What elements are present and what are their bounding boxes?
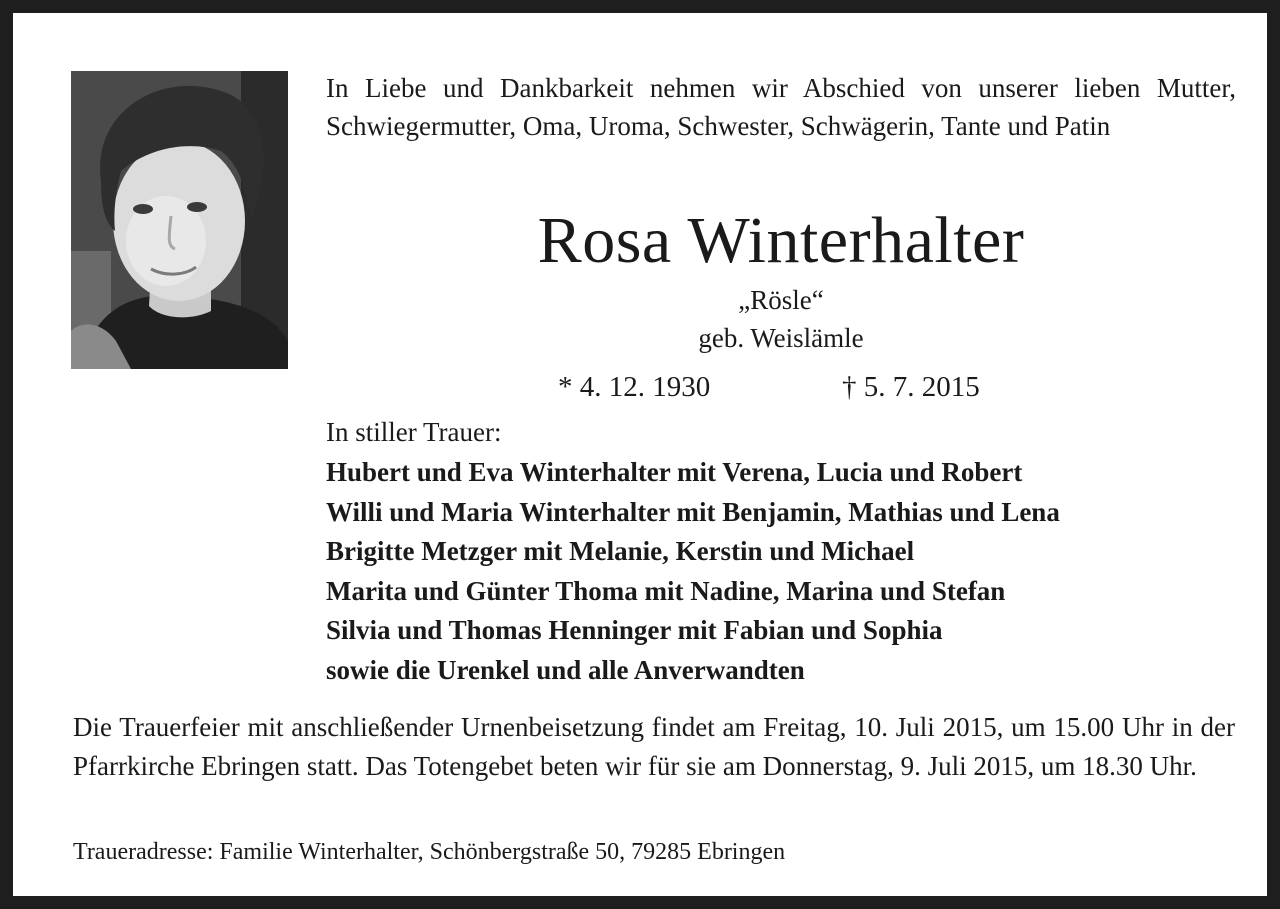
life-dates — [326, 368, 1236, 408]
nickname: „Rösle“ — [738, 285, 824, 315]
portrait-image — [71, 71, 288, 369]
mourner-line: Silvia und Thomas Henninger mit Fabian und Sophia — [326, 615, 943, 645]
death-date: † 5. 7. 2015 — [842, 371, 980, 403]
mourning-label: In stiller Trauer: — [326, 417, 502, 447]
mourner-line: Marita und Günter Thoma mit Nadine, Marina und Stefan — [326, 575, 1006, 606]
intro-text: In Liebe und Dankbarkeit nehmen wir Abschied von unserer lieben Mutter, Schwiegermutter, Oma, Uroma, Schwester, Schwägerin, Tante und Patin — [326, 73, 1236, 141]
mourners-list — [326, 453, 1246, 690]
mourner-line: Hubert und Eva Winterhalter mit Verena, Lucia und Robert — [326, 457, 1023, 487]
mourner-line: Brigitte Metzger mit Melanie, Kerstin und Michael — [326, 536, 915, 566]
mourner-line: Willi und Maria Winterhalter mit Benjamin, Mathias und Lena — [326, 496, 1060, 527]
birth-date: * 4. 12. 1930 — [558, 371, 711, 403]
mourner-line: sowie die Urenkel und alle Anverwandten — [326, 654, 805, 685]
mourning-address: Traueradresse: Familie Winterhalter, Schönbergstraße 50, 79285 Ebringen — [73, 839, 786, 865]
deceased-name: Rosa Winterhalter — [537, 204, 1025, 277]
born-name: geb. Weislämle — [698, 323, 864, 353]
ceremony-text: Die Trauerfeier mit anschließender Urnenbeisetzung findet am Freitag, 10. Juli 2015, um 15.00 Uhr in der Pfarrkirche Ebringen statt. Das Totengebet beten wir für sie am Donnerstag, 9. Juli 2015, um 18.30 Uhr. — [73, 712, 1235, 781]
portrait-photo — [71, 71, 288, 369]
